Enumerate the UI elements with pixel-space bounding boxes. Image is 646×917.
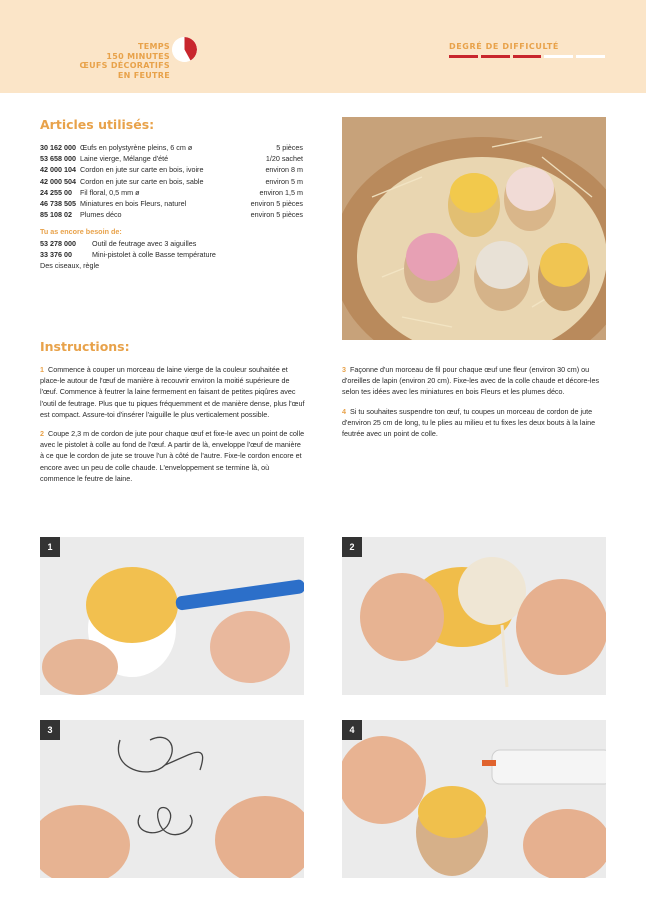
instructions-right-column [342,364,607,447]
difficulty-meter [449,55,605,58]
instructions-title: Instructions: [40,339,130,354]
article-quantity: environ 1,5 m [259,187,303,197]
article-number: 85 108 02 [40,210,72,220]
time-and-title [79,42,170,80]
title-line2: EN FEUTRE [117,70,170,80]
step-badge: 3 [40,720,60,740]
article-quantity: 5 pièces [276,143,303,152]
difficulty-label: DEGRÉ DE DIFFICULTÉ [449,42,559,51]
difficulty-segment [481,55,510,58]
difficulty-segment [544,55,573,58]
time-value: 150 MINUTES [106,51,170,61]
article-number: 42 000 504 [40,176,76,186]
material-row [40,164,303,175]
tool-row [40,238,303,249]
hero-photo [342,117,606,340]
article-description: Fil floral, 0,5 mm ø [80,187,140,197]
article-description: Œufs en polystyrène pleins, 6 cm ø [80,143,193,152]
article-number: 53 658 000 [40,154,76,164]
difficulty-segment [576,55,605,58]
article-quantity: environ 5 m [265,176,303,186]
article-description: Cordon en jute sur carte en bois, sable [80,176,204,186]
instruction-step: 2 Coupe 2,3 m de cordon de jute pour chaque œuf et fixe-le avec un point de colle avec le pistolet à colle au fond de l'œuf. A partir de là, enveloppe l'œuf de manière à ce que le cordon de jute se trouve l'un à côté de l'autre. Fixe-le cordon encore et encore avec un peu de colle chaude. L'enveloppement se termine là, où commence le feutre de laine. [40,429,305,483]
time-label: TEMPS [137,42,170,51]
material-row [40,176,303,187]
materials-title: Articles utilisés: [40,117,155,132]
materials-list [40,142,303,271]
instructions-left-column [40,364,305,492]
article-description: Plumes déco [80,210,122,220]
article-quantity: environ 5 pièces [250,210,303,220]
step-badge: 2 [342,537,362,557]
article-number: 46 738 505 [40,199,76,209]
article-description: Miniatures en bois Fleurs, naturel [80,199,187,209]
article-quantity: 1/20 sachet [265,154,303,164]
material-row [40,187,303,198]
material-row [40,153,303,164]
article-number: 53 278 000 [40,238,76,248]
instruction-step: 3 Façonne d'un morceau de fil pour chaque œuf une fleur (environ 30 cm) ou d'oreilles de lapin (environ 20 cm). Fixe-les avec de la colle chaude et décore-les selon tes idées avec les miniatures en bois Fleurs et les plumes déco. [342,365,600,397]
article-description: Cordon en jute sur carte en bois, ivoire [80,165,204,175]
article-description: Outil de feutrage avec 3 aiguilles [92,238,197,248]
step-photo-3 [40,720,304,878]
material-row [40,209,303,220]
step-badge: 1 [40,537,60,557]
article-description: Mini-pistolet à colle Basse température [92,249,216,259]
clock-icon [172,37,197,62]
article-number: 30 162 000 [40,143,76,152]
instruction-step: 1 Commence à couper un morceau de laine vierge de la couleur souhaitée et place-le autour de l'œuf de manière à recouvrir environ la moitié supérieure de l'œuf. Commence à feutrer la laine fermement en faisant de petites piqûres avec l'outil de feutrage. Plus que tu piques fréquemment et de manière dense, plus l'œuf est compact. Assure-toi d'insérer l'aiguille le plus verticalement possible. [40,365,305,419]
article-number: 24 255 00 [40,187,72,197]
difficulty-segment [513,55,542,58]
instruction-step: 4 Si tu souhaites suspendre ton œuf, tu coupes un morceau de cordon de jute d'environ 25 cm de long, tu le plies au milieu et tu fixes les deux bouts à la laine feutrée avec un point de colle. [342,406,596,439]
step-photo-1 [40,537,304,695]
step-badge: 4 [342,720,362,740]
tool-row [40,249,303,260]
title-line1: ŒUFS DÉCORATIFS [79,61,170,70]
article-quantity: environ 8 m [265,165,303,175]
material-row [40,198,303,209]
article-description: Laine vierge, Mélange d'été [80,154,169,164]
article-quantity: environ 5 pièces [250,199,303,209]
article-number: 42 000 104 [40,165,76,175]
difficulty-segment [449,55,478,58]
material-row [40,142,303,153]
need-title: Tu as encore besoin de: [40,227,122,237]
article-number: 33 376 00 [40,249,72,259]
step-photo-4 [342,720,606,878]
extra-tools: Des ciseaux, règle [40,261,100,271]
step-photo-2 [342,537,606,695]
